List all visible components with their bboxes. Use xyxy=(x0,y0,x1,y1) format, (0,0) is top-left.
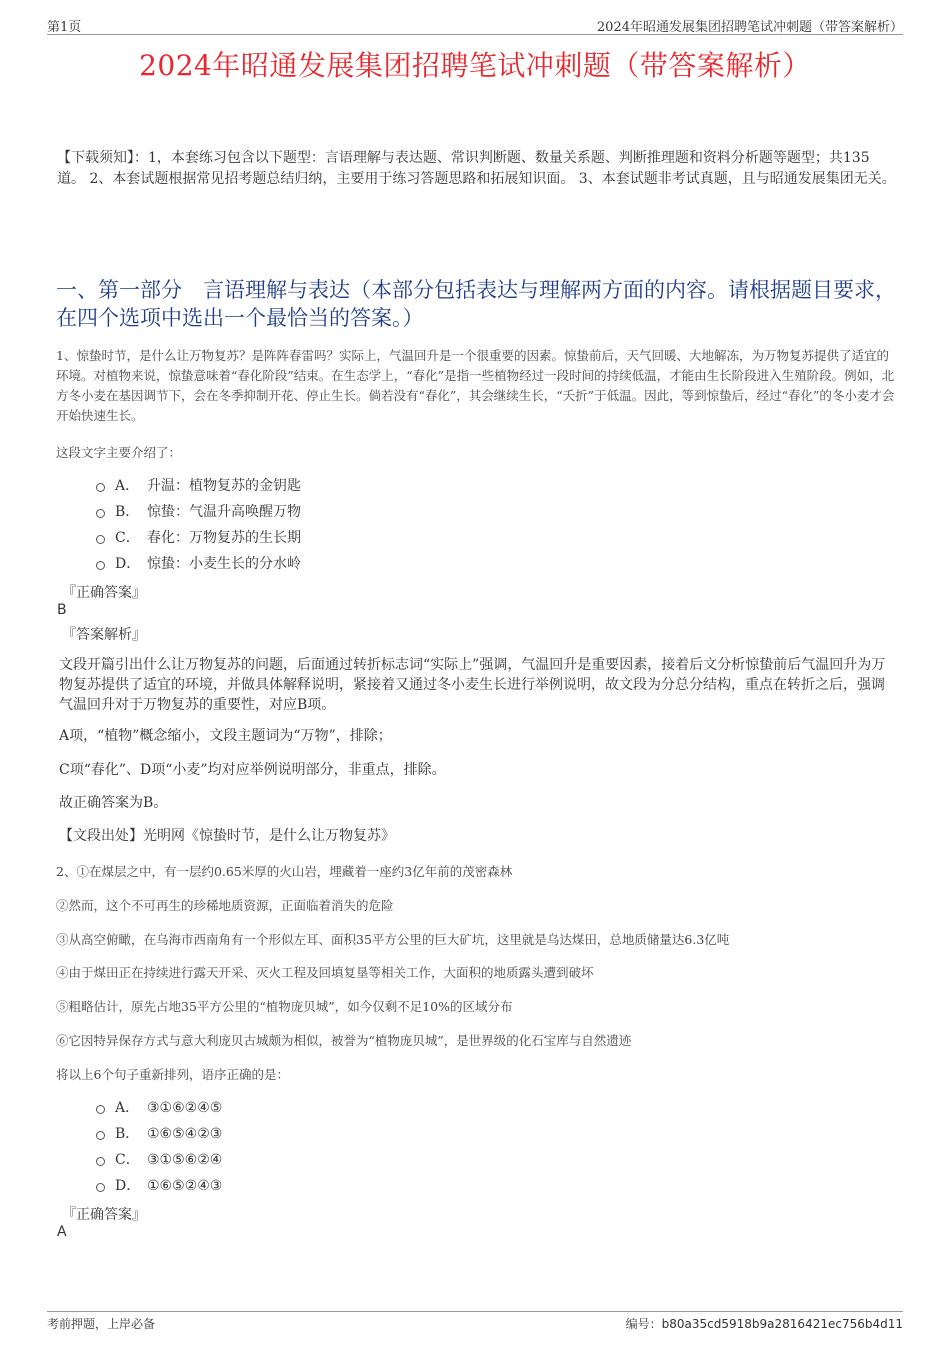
q2-sentence-5: ⑤粗略估计，原先占地35平方公里的“植物庞贝城”，如今仅剩不足10%的区域分布 xyxy=(56,999,513,1014)
radio-icon[interactable] xyxy=(96,535,105,544)
q1-analysis-a: A项，“植物”概念缩小，文段主题词为“万物”，排除； xyxy=(59,728,392,744)
q2-option-d[interactable]: D． ①⑥⑤②④③ xyxy=(96,1176,222,1196)
footer-code xyxy=(626,1315,903,1332)
q1-analysis-main: 文段开篇引出什么让万物复苏的问题，后面通过转折标志词“实际上”强调，气温回升是重要因素，接着后文分析惊蛰前后气温回升为万物复苏提供了适宜的环境，并做具体解释说明，紧接着又通过冬小麦生长进行举例说明，故文段为分总分结构，重点在转折之后，强调气温回升对于万物复苏的重要性，对应B项。 xyxy=(59,657,886,713)
q1-answer: B xyxy=(57,602,67,618)
q2-option-c[interactable]: C． ③①⑤⑥②④ xyxy=(96,1150,222,1170)
radio-icon[interactable] xyxy=(96,1157,105,1166)
q1-analysis-label: 『答案解析』 xyxy=(62,627,146,643)
q1-answer-label: 『正确答案』 xyxy=(62,585,146,601)
q1-passage: 1、惊蛰时节，是什么让万物复苏？是阵阵春雷吗？实际上，气温回升是一个很重要的因素。惊蛰前后，天气回暖、大地解冻，为万物复苏提供了适宜的环境。对植物来说，惊蛰意味着“春化阶段”结束。在生态学上，“春化”是指一些植物经过一段时间的持续低温，才能由生长阶段进入生殖阶段。例如，北方冬小麦在基因调节下，会在冬季抑制开花、停止生长。倘若没有“春化”，其会继续生长，“夭折”于低温。因此，等到惊蛰后，经过“春化”的冬小麦才会开始快速生长。 xyxy=(56,348,895,423)
page-number: 第1页 xyxy=(47,20,82,35)
q2-sentence-2: ②然而，这个不可再生的珍稀地质资源，正面临着消失的危险 xyxy=(56,898,394,913)
header-doc-title: 2024年昭通发展集团招聘笔试冲刺题（带答案解析） xyxy=(596,20,903,35)
page-title: 2024年昭通发展集团招聘笔试冲刺题（带答案解析） xyxy=(139,49,811,82)
footer-code-value: b80a35cd5918b9a2816421ec756b4d11 xyxy=(661,1317,903,1331)
radio-icon[interactable] xyxy=(96,1105,105,1114)
page-footer xyxy=(47,1311,903,1332)
q2-option-a[interactable]: A． ③①⑥②④⑤ xyxy=(96,1098,222,1118)
q1-analysis-conclusion: 故正确答案为B。 xyxy=(59,795,168,811)
q2-option-b[interactable]: B． ①⑥⑤④②③ xyxy=(96,1124,222,1144)
q1-option-d[interactable]: D． 惊蛰：小麦生长的分水岭 xyxy=(96,554,301,574)
footer-slogan: 考前押题，上岸必备 xyxy=(47,1317,156,1331)
q2-answer-label: 『正确答案』 xyxy=(62,1207,146,1223)
download-notice: 【下载须知】：1，本套练习包含以下题型：言语理解与表达题、常识判断题、数量关系题、判断推理题和资料分析题等题型；共135道。 2、本套试题根据常见招考题总结归纳，主要用于练习答题思路和拓展知识面。 3、本套试题非考试真题，且与昭通发展集团无关。 xyxy=(57,150,896,187)
radio-icon[interactable] xyxy=(96,1131,105,1140)
q2-sentence-1: 2、①在煤层之中，有一层约0.65米厚的火山岩，埋藏着一座约3亿年前的茂密森林 xyxy=(56,864,513,879)
radio-icon[interactable] xyxy=(96,1183,105,1192)
q2-stem: 将以上6个句子重新排列，语序正确的是： xyxy=(56,1067,289,1082)
q1-option-a[interactable]: A． 升温：植物复苏的金钥匙 xyxy=(96,476,301,496)
footer-code-label: 编号： xyxy=(625,1317,662,1331)
q2-sentence-4: ④由于煤田正在持续进行露天开采、灭火工程及回填复垦等相关工作，大面积的地质露头遭到破坏 xyxy=(56,965,594,980)
section-heading: 一、第一部分 言语理解与表达（本部分包括表达与理解两方面的内容。请根据题目要求，在四个选项中选出一个最恰当的答案。） xyxy=(56,278,896,330)
q1-source: 【文段出处】光明网《惊蛰时节，是什么让万物复苏》 xyxy=(59,828,395,844)
radio-icon[interactable] xyxy=(96,561,105,570)
q2-answer: A xyxy=(57,1224,67,1240)
q1-stem: 这段文字主要介绍了： xyxy=(56,445,182,460)
q2-sentence-6: ⑥它因特异保存方式与意大利庞贝古城颇为相似，被誉为“植物庞贝城”，是世界级的化石宝库与自然遗迹 xyxy=(56,1033,632,1048)
q1-option-c[interactable]: C． 春化：万物复苏的生长期 xyxy=(96,528,301,548)
q1-analysis-cd: C项“春化”、D项“小麦”均对应举例说明部分，非重点，排除。 xyxy=(59,762,446,778)
q2-sentence-3: ③从高空俯瞰，在乌海市西南角有一个形似左耳、面积35平方公里的巨大矿坑，这里就是乌达煤田，总地质储量达6.3亿吨 xyxy=(56,932,730,947)
page-header xyxy=(47,14,903,35)
radio-icon[interactable] xyxy=(96,509,105,518)
radio-icon[interactable] xyxy=(96,483,105,492)
q1-option-b[interactable]: B． 惊蛰：气温升高唤醒万物 xyxy=(96,502,301,522)
